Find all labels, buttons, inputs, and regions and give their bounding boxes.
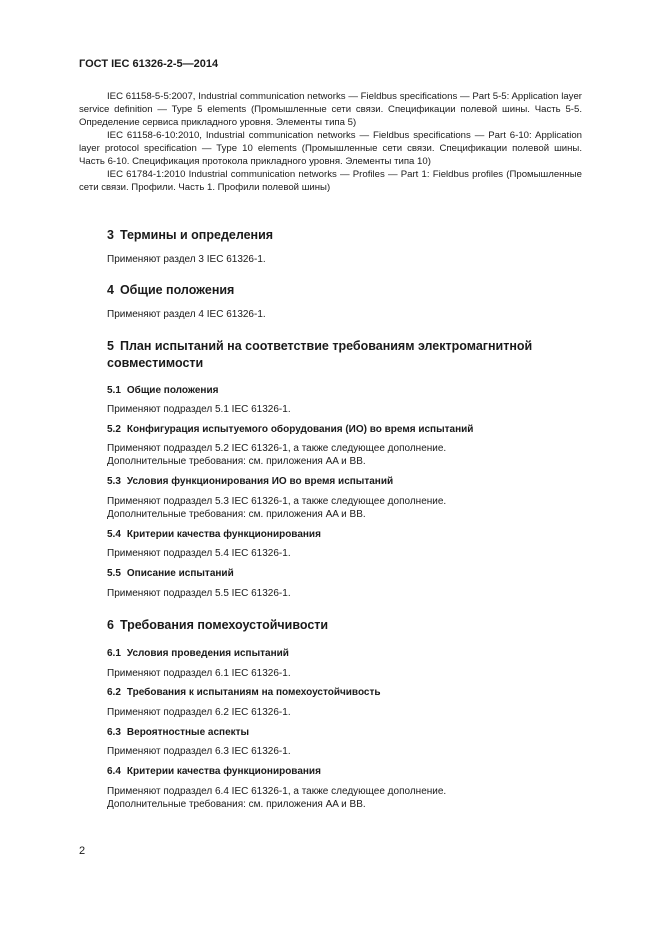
subsection-5-5-title: Описание испытаний	[126, 568, 234, 579]
reference-iec-61158-5-5: IEC 61158-5-5:2007, Industrial communication networks — Fieldbus specifications — Part 5-5: Application layer service definition — Type 5 elements (Промышленные сети связи. Спецификации полевой шины. Часть 5-5. Определение сервиса прикладного уровня. Элементы типа 5)	[79, 91, 582, 128]
subsection-6-2-number: 6.2	[107, 687, 121, 698]
subsection-5-4-number: 5.4	[107, 529, 121, 540]
subsection-6-2-heading	[107, 687, 381, 698]
section-6-title: Требования помехоустойчивости	[119, 618, 329, 632]
subsection-6-2-text: Применяют подраздел 6.2 IEC 61326-1.	[107, 707, 291, 718]
section-5-number: 5	[107, 339, 114, 353]
subsection-5-3-text-1: Применяют подраздел 5.3 IEC 61326-1, а также следующее дополнение.	[107, 496, 447, 507]
subsection-6-3-number: 6.3	[107, 727, 121, 738]
subsection-5-3-number: 5.3	[107, 476, 121, 487]
subsection-6-3-text: Применяют подраздел 6.3 IEC 61326-1.	[107, 746, 291, 757]
subsection-6-1-number: 6.1	[107, 648, 121, 659]
subsection-6-1-heading	[107, 648, 289, 659]
section-3-title: Термины и определения	[119, 228, 274, 242]
reference-iec-61158-6-10: IEC 61158-6-10:2010, Industrial communication networks — Fieldbus specifications — Part 6-10: Application layer protocol specification — Type 10 elements (Промышленные сети связи. Спецификации полевой шины. Часть 6-10. Спецификация протокола прикладного уровня. Элементы типа 10)	[79, 130, 582, 167]
subsection-5-2-title: Конфигурация испытуемого оборудования (ИО) во время испытаний	[126, 424, 474, 435]
subsection-5-1-title: Общие положения	[126, 385, 219, 396]
subsection-5-4-heading	[107, 529, 321, 540]
subsection-5-5-number: 5.5	[107, 568, 121, 579]
subsection-5-3-text-2: Дополнительные требования: см. приложения AA и BB.	[107, 509, 366, 520]
subsection-5-1-heading	[107, 385, 218, 396]
section-6-number: 6	[107, 618, 114, 632]
section-4-title: Общие положения	[119, 283, 235, 297]
subsection-5-2-text-2: Дополнительные требования: см. приложения AA и BB.	[107, 456, 366, 467]
subsection-5-5-heading	[107, 568, 234, 579]
subsection-5-2-heading	[107, 424, 473, 435]
document-header: ГОСТ IEC 61326-2-5—2014	[79, 58, 219, 70]
subsection-6-4-number: 6.4	[107, 766, 121, 777]
subsection-6-3-title: Вероятностные аспекты	[126, 727, 250, 738]
section-4-number: 4	[107, 283, 114, 297]
section-5-heading	[107, 338, 532, 372]
subsection-6-4-text-2: Дополнительные требования: см. приложения AA и BB.	[107, 799, 366, 810]
subsection-5-2-text-1: Применяют подраздел 5.2 IEC 61326-1, а также следующее дополнение.	[107, 443, 447, 454]
subsection-5-4-title: Критерии качества функционирования	[126, 529, 321, 540]
section-4-heading	[107, 283, 234, 297]
subsection-6-4-title: Критерии качества функционирования	[126, 766, 321, 777]
section-3-heading	[107, 228, 273, 242]
section-3-text: Применяют раздел 3 IEC 61326-1.	[107, 254, 266, 265]
section-3-number: 3	[107, 228, 114, 242]
subsection-6-4-text-1: Применяют подраздел 6.4 IEC 61326-1, а также следующее дополнение.	[107, 786, 447, 797]
section-6-heading	[107, 618, 328, 632]
reference-iec-61784-1: IEC 61784-1:2010 Industrial communication networks — Profiles — Part 1: Fieldbus profiles (Промышленные сети связи. Профили. Часть 1. Профили полевой шины)	[79, 169, 582, 193]
page-number: 2	[79, 845, 86, 857]
subsection-6-1-text: Применяют подраздел 6.1 IEC 61326-1.	[107, 668, 291, 679]
subsection-5-5-text: Применяют подраздел 5.5 IEC 61326-1.	[107, 588, 291, 599]
section-5-title-line-2: совместимости	[107, 356, 204, 370]
subsection-5-4-text: Применяют подраздел 5.4 IEC 61326-1.	[107, 548, 291, 559]
subsection-6-4-heading	[107, 766, 321, 777]
subsection-6-1-title: Условия проведения испытаний	[126, 648, 289, 659]
section-4-text: Применяют раздел 4 IEC 61326-1.	[107, 309, 266, 320]
subsection-5-3-heading	[107, 476, 393, 487]
subsection-6-2-title: Требования к испытаниям на помехоустойчивость	[126, 687, 381, 698]
subsection-5-3-title: Условия функционирования ИО во время испытаний	[126, 476, 394, 487]
section-5-title-line-1: План испытаний на соответствие требованиям электромагнитной	[119, 339, 533, 353]
subsection-6-3-heading	[107, 727, 249, 738]
subsection-5-2-number: 5.2	[107, 424, 121, 435]
subsection-5-1-number: 5.1	[107, 385, 121, 396]
subsection-5-1-text: Применяют подраздел 5.1 IEC 61326-1.	[107, 404, 291, 415]
